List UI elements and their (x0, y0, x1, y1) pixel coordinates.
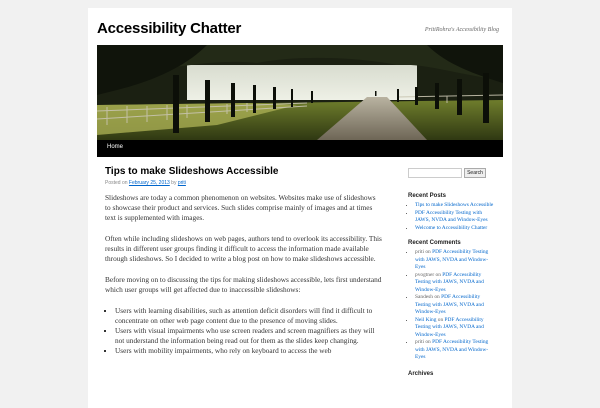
comment-post-link[interactable]: PDF Accessibility Testing with JAWS, NVDA and Window-Eyes (415, 316, 484, 338)
search-button[interactable]: Search (464, 168, 486, 178)
comment-author: pvogtner (415, 271, 435, 278)
paragraph: Before moving on to discussing the tips for making slideshows accessible, lets first understand which user groups will get affected due to inaccessible slideshows: (105, 274, 382, 295)
post-date-link[interactable]: February 25, 2013 (128, 180, 170, 186)
comment-on: on (437, 316, 444, 323)
list-item (415, 249, 494, 272)
menu-item-home[interactable]: Home (107, 144, 124, 150)
recent-comments-title: Recent Comments (408, 240, 461, 246)
search-input[interactable] (408, 168, 462, 178)
post-meta (105, 180, 382, 187)
post-title[interactable]: Tips to make Slideshows Accessible (105, 166, 279, 177)
meta-posted-on: Posted on (105, 180, 128, 186)
paragraph: Often while including slideshows on web pages, authors tend to overlook its accessibility. This results in different user groups finding it difficult to access the information made available through slideshows. So I decided to write a blog post on how to make slideshows accessible. (105, 233, 382, 264)
main-menu-bar (97, 140, 503, 157)
header-banner-image (97, 45, 503, 140)
list-item (415, 317, 494, 340)
page-wrapper (88, 8, 512, 408)
recent-comments-widget (408, 240, 494, 362)
list-item: ▪ Users with learning disabilities, such as attention deficit disorders will find it difficult to concentrate on other web page content due to the presence of moving slides. (115, 306, 382, 326)
comment-post-link[interactable]: PDF Accessibility Testing with JAWS, NVDA and Window-Eyes (415, 339, 489, 360)
comment-post-link[interactable]: PDF Accessibility Testing with JAWS, NVDA and Window-Eyes (415, 271, 484, 293)
search-widget (408, 168, 494, 180)
comment-author: priti (415, 339, 424, 345)
comment-post-link[interactable]: PDF Accessibility Testing with JAWS, NVDA and Window-Eyes (415, 249, 489, 270)
post-entry (105, 193, 382, 357)
list-item (415, 210, 494, 225)
list-item (415, 294, 494, 317)
site-title[interactable]: Accessibility Chatter (97, 20, 242, 37)
list-item (415, 225, 494, 233)
archives-title: Archives (408, 370, 434, 377)
affected-user-groups-list (105, 306, 382, 357)
list-item (415, 272, 494, 295)
comment-on: on (425, 249, 431, 255)
comment-author-link[interactable]: Neil King (415, 316, 437, 323)
site-description: PritiRohra's Accessibility Blog (424, 27, 499, 33)
list-item: ▪ Users with mobility impairments, who rely on keyboard to access the web (115, 346, 382, 356)
paragraph: Slideshows are today a common phenomenon on websites. Websites make use of slideshows to showcase their product and services. Such slides comprise mainly of images and at times text is supplemented with images. (105, 193, 376, 223)
list-item (415, 339, 494, 362)
recent-post-link[interactable]: Welcome to Accessibility Chatter (415, 224, 488, 231)
comment-on: on (435, 271, 441, 278)
comment-on: on (434, 294, 440, 300)
comment-author: priti (415, 249, 424, 255)
post-author-link[interactable]: priti (177, 180, 186, 186)
archives-widget (408, 371, 494, 377)
recent-post-link[interactable]: Tips to make Slideshows Accessible (415, 202, 494, 208)
comment-post-link[interactable]: PDF Accessibility Testing with JAWS, NVDA and Window-Eyes (415, 294, 484, 315)
comment-on: on (425, 339, 431, 345)
meta-by: by (171, 180, 177, 186)
recent-posts-title: Recent Posts (408, 193, 447, 199)
list-item (415, 202, 494, 210)
sidebar (408, 168, 494, 377)
list-item: ▪ Users with visual impairments who use screen readers and screen magnifiers as they will not understand the information being read out for them as the slides keep changing. (115, 326, 382, 346)
comment-author: Sandesh (415, 294, 433, 300)
recent-posts-widget (408, 193, 494, 232)
recent-post-link[interactable]: PDF Accessibility Testing with JAWS, NVDA and Window-Eyes (415, 209, 488, 223)
post-content-area (105, 166, 382, 357)
